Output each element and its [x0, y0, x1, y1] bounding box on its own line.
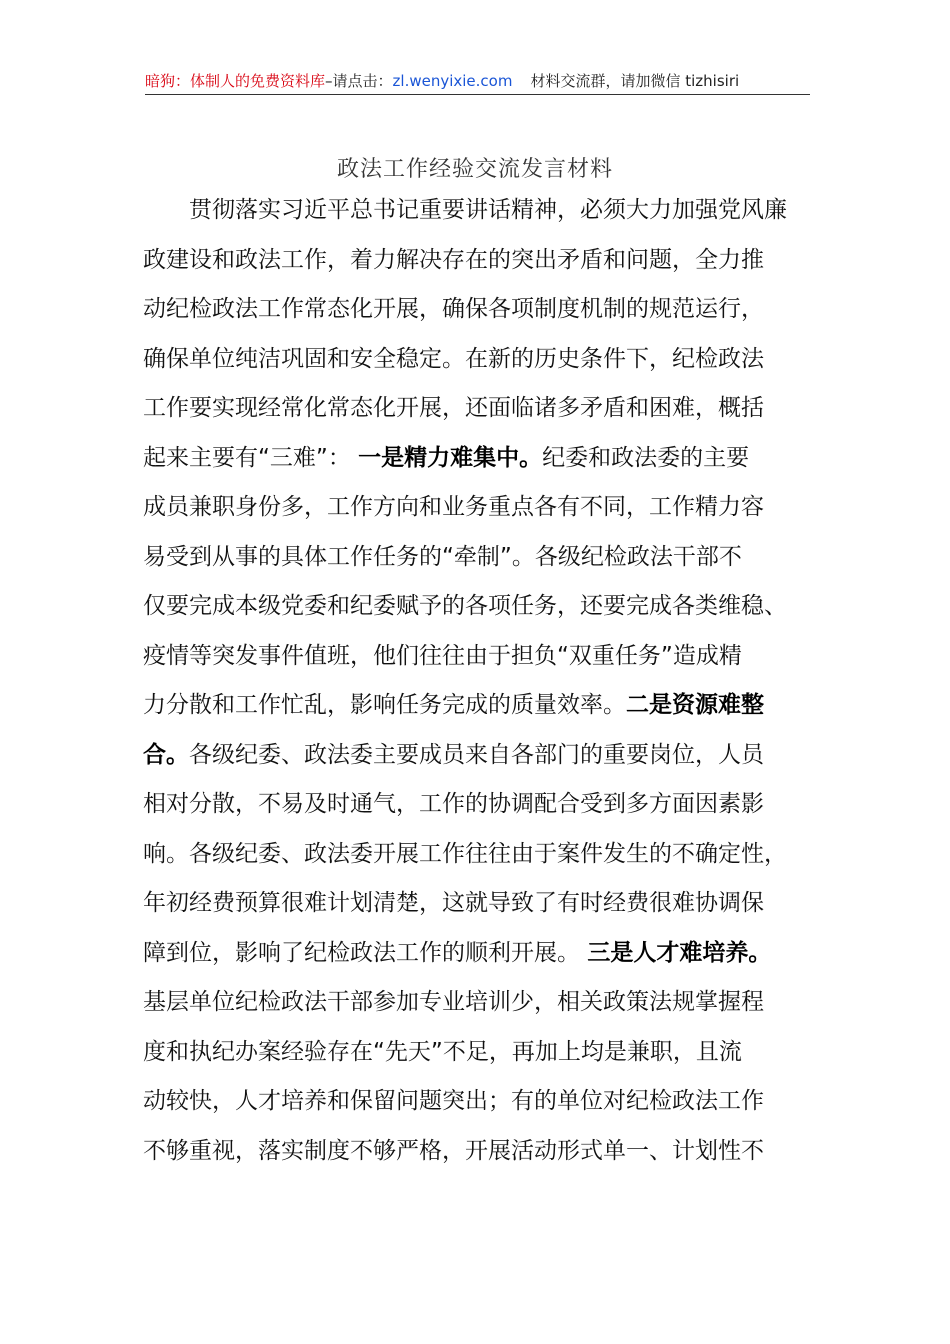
- body-line: 确保单位纯洁巩固和安全稳定。在新的历史条件下，纪检政法: [143, 345, 764, 372]
- document-body: [143, 186, 811, 1176]
- header-wechat: 材料交流群，请加微信 tizhisiri: [530, 72, 740, 90]
- body-line: 不够重视，落实制度不够严格，开展活动形式单一、计划性不: [143, 1137, 764, 1164]
- body-text-segment: 力分散和工作忙乱，影响任务完成的质量效率。: [143, 692, 626, 718]
- body-text-segment: 各级纪委、政法委主要成员来自各部门的重要岗位，人员: [189, 741, 764, 768]
- header-prompt: –请点击：: [325, 72, 393, 90]
- body-line: 响。各级纪委、政法委开展工作往往由于案件发生的不确定性，: [143, 840, 787, 867]
- body-line: 易受到从事的具体工作任务的“牵制”。各级纪检政法干部不: [143, 543, 742, 570]
- body-line: 仅要完成本级党委和纪委赋予的各项任务，还要完成各类维稳、: [143, 593, 787, 619]
- document-title: 政法工作经验交流发言材料: [336, 157, 613, 182]
- body-line: [143, 731, 811, 781]
- header-brand: 暗狗：体制人的免费资料库: [145, 72, 326, 90]
- body-text-segment: 起来主要有“三难”：: [143, 444, 351, 471]
- body-line: 动较快，人才培养和保留问题突出；有的单位对纪检政法工作: [143, 1088, 764, 1114]
- header-link[interactable]: zl.wenyixie.com: [392, 72, 513, 90]
- point-two-heading: 二是资源难整: [626, 692, 764, 718]
- body-line: [143, 434, 811, 484]
- body-line: [143, 929, 811, 979]
- body-line: 工作要实现经常化常态化开展，还面临诸多矛盾和困难，概括: [143, 395, 764, 421]
- point-three-heading: 三是人才难培养。: [587, 939, 772, 966]
- body-text-segment: 障到位，影响了纪检政法工作的顺利开展。: [143, 939, 580, 966]
- body-line: [143, 681, 811, 731]
- body-line: 动纪检政法工作常态化开展，确保各项制度机制的规范运行，: [143, 296, 764, 322]
- body-line: 贯彻落实习近平总书记重要讲话精神，必须大力加强党风廉: [189, 197, 787, 223]
- point-two-heading-end: 合。: [143, 741, 189, 768]
- body-line: 相对分散，不易及时通气，工作的协调配合受到多方面因素影: [143, 791, 764, 817]
- body-line: 成员兼职身份多，工作方向和业务重点各有不同，工作精力容: [143, 494, 764, 520]
- body-line: 基层单位纪检政法干部参加专业培训少，相关政策法规掌握程: [143, 989, 764, 1015]
- point-one-heading: 一是精力难集中。: [358, 444, 543, 471]
- body-line: 度和执纪办案经验存在“先天”不足，再加上均是兼职，且流: [143, 1038, 742, 1065]
- body-line: 政建设和政法工作，着力解决存在的突出矛盾和问题，全力推: [143, 246, 764, 273]
- body-text-segment: 纪委和政法委的主要: [542, 444, 750, 471]
- body-line: 年初经费预算很难计划清楚，这就导致了有时经费很难协调保: [143, 890, 764, 916]
- header-banner: [145, 68, 810, 95]
- body-line: 疫情等突发事件值班，他们往往由于担负“双重任务”造成精: [143, 642, 742, 669]
